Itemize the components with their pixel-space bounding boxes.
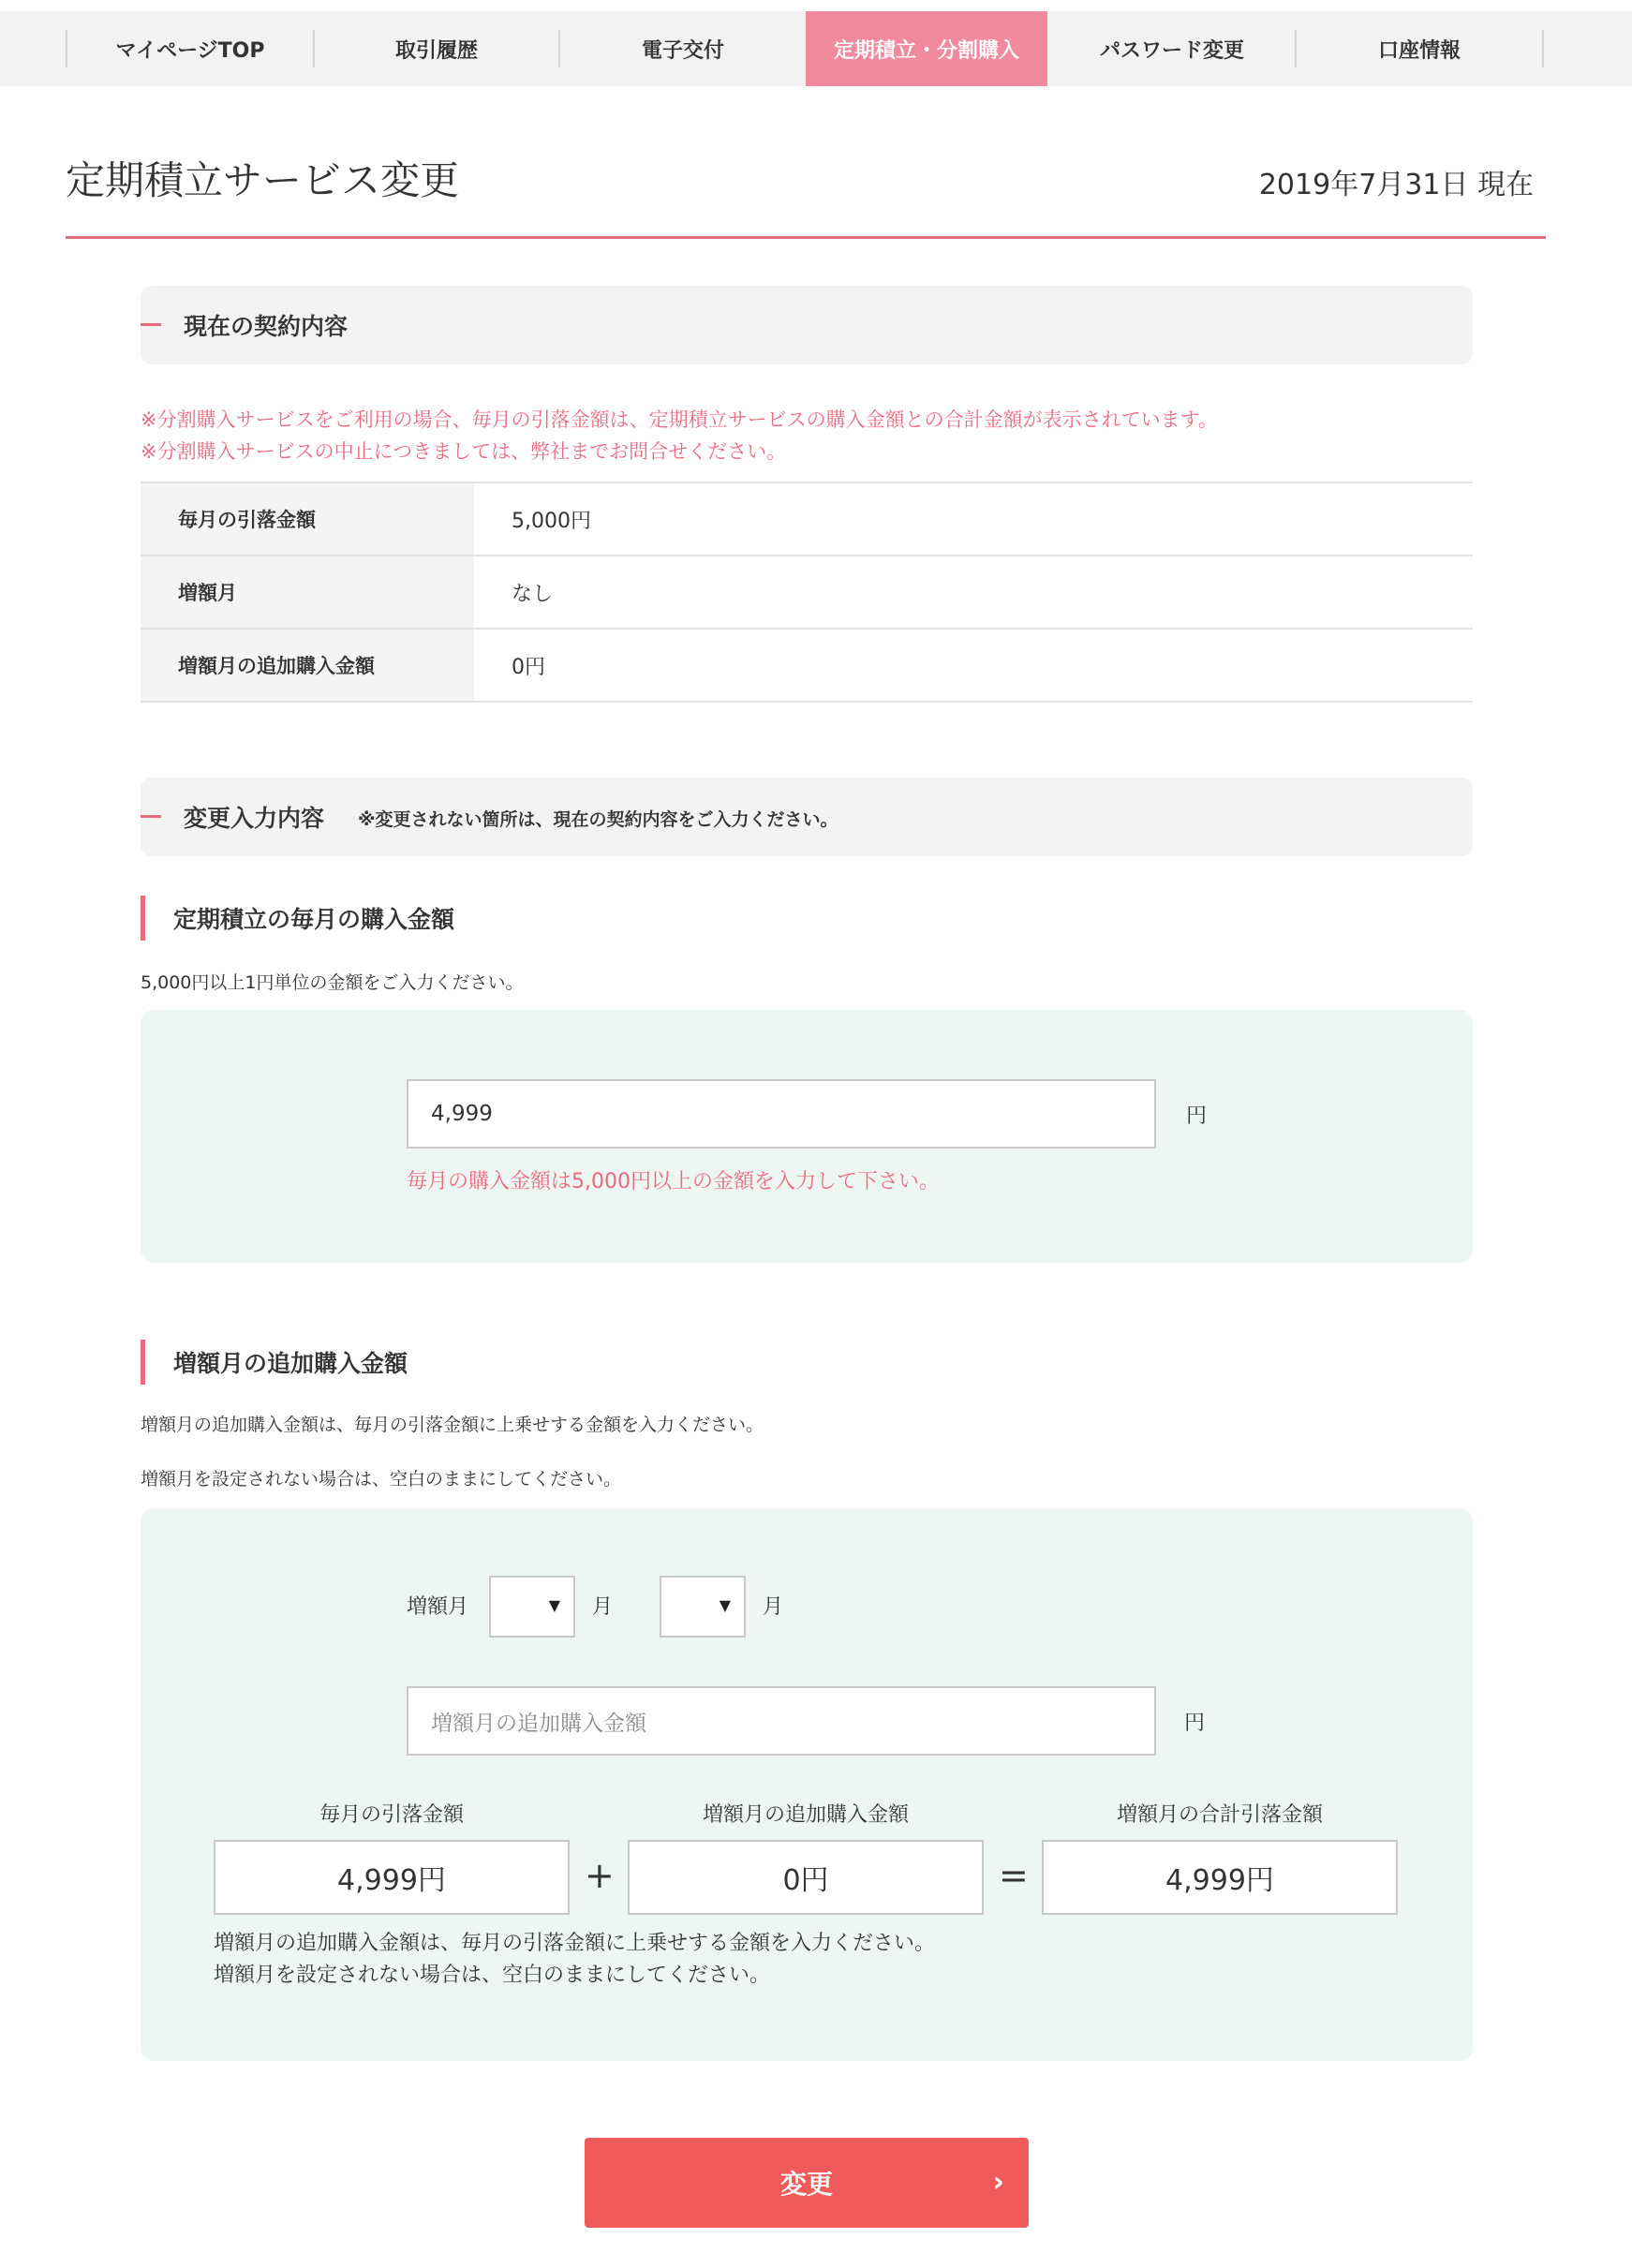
- change-input-header: [141, 778, 1473, 856]
- section-title: 変更入力内容: [184, 805, 325, 832]
- calc-note: 増額月の追加購入金額は、毎月の引落金額に上乗せする金額を入力ください。: [214, 1932, 936, 1955]
- nav-item-mypage-top[interactable]: マイページTOP: [115, 38, 265, 63]
- notice-text: ※分割購入サービスをご利用の場合、毎月の引落金額は、定期積立サービスの購入金額との合計金額が表示されています。: [141, 408, 1218, 431]
- table-row: [141, 483, 1473, 556]
- section-title: 現在の契約内容: [184, 313, 349, 340]
- error-message: 毎月の購入金額は5,000円以上の金額を入力して下さい。: [407, 1170, 940, 1193]
- equals-sign: =: [999, 1855, 1029, 1896]
- contract-table: [141, 482, 1473, 703]
- yen-unit: 円: [1186, 1104, 1208, 1128]
- nav-separator: [1542, 30, 1544, 67]
- page-title: 定期積立サービス変更: [66, 157, 460, 203]
- row-key: 増額月の追加購入金額: [141, 630, 474, 701]
- nav-item-account-info[interactable]: 口座情報: [1377, 38, 1461, 63]
- current-contract-header: [141, 286, 1473, 364]
- monthly-amount-panel: [141, 1010, 1473, 1263]
- section-dash: [141, 815, 161, 818]
- bonus-month-select-1[interactable]: [489, 1576, 575, 1638]
- row-key: 毎月の引落金額: [141, 483, 474, 555]
- as-of-date: 2019年7月31日 現在: [1258, 169, 1534, 201]
- bonus-month-select-2[interactable]: [660, 1576, 746, 1638]
- bonus-panel: [141, 1508, 1473, 2061]
- month-unit: 月: [763, 1595, 784, 1619]
- yen-unit: 円: [1184, 1712, 1206, 1735]
- row-value: 0円: [512, 655, 545, 679]
- calc-label-total: 増額月の合計引落金額: [1116, 1803, 1323, 1827]
- row-value: なし: [512, 582, 554, 606]
- nav-item-password-change[interactable]: パスワード変更: [1099, 38, 1244, 63]
- dropdown-arrow-icon: ▼: [719, 1596, 731, 1614]
- dropdown-arrow-icon: ▼: [548, 1596, 560, 1614]
- calc-label-bonus: 増額月の追加購入金額: [702, 1803, 909, 1827]
- table-row: [141, 630, 1473, 703]
- nav-item-electronic-delivery[interactable]: 電子交付: [641, 38, 724, 63]
- row-key: 増額月: [141, 556, 474, 628]
- bonus-month-label: 増額月: [407, 1595, 469, 1619]
- section-dash: [141, 323, 161, 326]
- change-submit-button[interactable]: [585, 2138, 1029, 2228]
- calc-monthly-amount: 4,999円: [214, 1840, 570, 1915]
- submit-label: 変更: [779, 2169, 833, 2200]
- bonus-hint: 増額月の追加購入金額は、毎月の引落金額に上乗せする金額を入力ください。: [141, 1415, 764, 1435]
- title-divider: [66, 236, 1546, 239]
- plus-sign: +: [585, 1855, 615, 1896]
- bonus-amount-input[interactable]: 増額月の追加購入金額: [407, 1686, 1156, 1756]
- calc-label-monthly: 毎月の引落金額: [319, 1803, 464, 1827]
- chevron-right-icon: ›: [992, 2166, 1004, 2199]
- top-navigation: [0, 11, 1632, 86]
- calc-note: 増額月を設定されない場合は、空白のままにしてください。: [214, 1964, 771, 1987]
- bonus-amount-heading: 増額月の追加購入金額: [141, 1340, 408, 1385]
- nav-item-transaction-history[interactable]: 取引履歴: [394, 38, 478, 63]
- section-note: ※変更されない箇所は、現在の契約内容をご入力ください。: [358, 809, 838, 830]
- bonus-hint: 増額月を設定されない場合は、空白のままにしてください。: [141, 1469, 622, 1490]
- notice-text: ※分割購入サービスの中止につきましては、弊社までお問合せください。: [141, 440, 787, 463]
- monthly-amount-heading: 定期積立の毎月の購入金額: [141, 896, 454, 941]
- calc-bonus-amount: 0円: [628, 1840, 984, 1915]
- nav-item-regular-savings[interactable]: 定期積立・分割購入: [806, 11, 1047, 86]
- monthly-amount-hint: 5,000円以上1円単位の金額をご入力ください。: [141, 972, 524, 993]
- monthly-amount-input[interactable]: 4,999: [407, 1079, 1156, 1149]
- month-unit: 月: [592, 1595, 614, 1619]
- calc-total-amount: 4,999円: [1042, 1840, 1398, 1915]
- table-row: [141, 556, 1473, 630]
- row-value: 5,000円: [512, 509, 591, 533]
